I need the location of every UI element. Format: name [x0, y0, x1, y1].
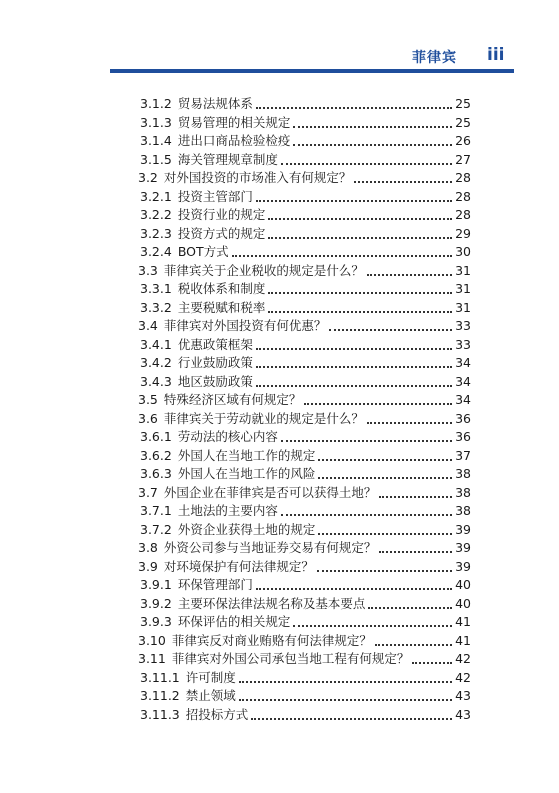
toc-entry-page: 37 [455, 447, 471, 463]
toc-entry[interactable] [140, 298, 471, 317]
toc-entry[interactable] [140, 464, 471, 483]
toc-entry-number: 3.7 [138, 484, 158, 500]
toc-entry-title: 菲律宾关于企业税收的规定是什么？ [163, 262, 364, 278]
toc-entry-number: 3.4.3 [140, 373, 172, 389]
toc-entry-title: 投资行业的规定 [177, 207, 266, 222]
toc-entry[interactable] [138, 316, 471, 335]
toc-entry[interactable] [138, 390, 471, 409]
toc-entry-page: 39 [455, 521, 471, 537]
toc-entry-page: 40 [455, 577, 471, 592]
toc-entry-page: 28 [455, 170, 471, 185]
toc-entry-title: 投资方式的规定 [177, 225, 266, 241]
toc-entry-number: 3.9.3 [140, 614, 172, 629]
toc-entry-title: 菲律宾反对商业贿赂有何法律规定？ [171, 632, 372, 648]
toc-entry[interactable] [140, 501, 471, 520]
toc-entry[interactable] [138, 649, 471, 668]
toc-entry-number: 3.2.1 [140, 188, 172, 204]
toc-entry-page: 39 [455, 540, 471, 555]
toc-leader-dots [239, 681, 452, 683]
toc-entry-number: 3.11.1 [140, 669, 180, 685]
toc-entry-number: 3.1.2 [140, 96, 172, 111]
toc-entry[interactable] [140, 113, 471, 132]
toc-entry-page: 25 [455, 96, 471, 111]
toc-entry-title: 外资公司参与当地证券交易有何规定？ [163, 540, 377, 555]
toc-leader-dots [256, 588, 452, 590]
toc-leader-dots [268, 292, 452, 294]
toc-entry-number: 3.11.2 [140, 688, 180, 703]
toc-entry-page: 42 [455, 651, 471, 666]
toc-entry[interactable] [140, 705, 471, 724]
toc-leader-dots [379, 551, 452, 553]
toc-entry-page: 28 [455, 188, 471, 204]
toc-entry[interactable] [140, 242, 471, 261]
toc-entry-number: 3.8 [138, 540, 158, 555]
toc-entry[interactable] [140, 520, 471, 539]
toc-entry-title: 税收体系和制度 [177, 281, 266, 296]
toc-leader-dots [256, 385, 452, 387]
toc-leader-dots [367, 274, 452, 276]
toc-entry-title: 外国人在当地工作的规定 [177, 447, 316, 463]
toc-entry-title: 菲律宾对外国公司承包当地工程有何规定？ [171, 651, 410, 666]
toc-entry-number: 3.11.3 [140, 706, 180, 722]
toc-entry-page: 34 [455, 373, 471, 389]
toc-leader-dots [293, 126, 452, 128]
toc-entry[interactable] [140, 446, 471, 465]
toc-entry-title: 土地法的主要内容 [177, 503, 278, 518]
toc-entry-page: 34 [455, 355, 471, 370]
toc-entry[interactable] [140, 279, 471, 298]
toc-entry-number: 3.3 [138, 262, 158, 278]
toc-leader-dots [256, 200, 452, 202]
toc-entry[interactable] [140, 335, 471, 354]
toc-leader-dots [318, 477, 452, 479]
toc-entry[interactable] [138, 409, 471, 428]
toc-entry-number: 3.6.3 [140, 466, 172, 481]
toc-leader-dots [354, 181, 452, 183]
toc-entry-number: 3.1.5 [140, 151, 172, 167]
toc-entry-page: 38 [455, 466, 471, 481]
toc-entry-page: 34 [455, 392, 471, 407]
toc-leader-dots [318, 459, 452, 461]
toc-leader-dots [368, 607, 452, 609]
toc-entry[interactable] [138, 261, 471, 280]
toc-entry-number: 3.9.1 [140, 577, 172, 592]
toc-leader-dots [281, 440, 452, 442]
toc-entry-number: 3.6.1 [140, 429, 172, 444]
toc-entry-page: 29 [455, 225, 471, 241]
toc-entry-number: 3.3.1 [140, 281, 172, 296]
toc-entry[interactable] [140, 594, 471, 613]
toc-entry-number: 3.11 [138, 651, 166, 666]
toc-entry-number: 3.7.1 [140, 503, 172, 518]
toc-entry[interactable] [140, 612, 471, 631]
toc-entry-page: 31 [455, 281, 471, 296]
toc-entry-title: BOT方式 [177, 244, 229, 259]
toc-leader-dots [256, 366, 452, 368]
toc-entry[interactable] [140, 131, 471, 150]
toc-entry-title: 贸易法规体系 [177, 96, 253, 111]
toc-leader-dots [268, 237, 452, 239]
toc-entry-page: 36 [455, 410, 471, 426]
toc-leader-dots [304, 403, 452, 405]
toc-leader-dots [375, 644, 452, 646]
toc-leader-dots [329, 329, 452, 331]
toc-leader-dots [268, 218, 452, 220]
toc-entry-title: 外国人在当地工作的风险 [177, 466, 316, 481]
toc-leader-dots [256, 107, 452, 109]
toc-entry-number: 3.4.2 [140, 355, 172, 370]
toc-entry-title: 海关管理规章制度 [177, 151, 278, 167]
toc-entry-page: 39 [455, 558, 471, 574]
toc-leader-dots [293, 144, 452, 146]
toc-entry-number: 3.5 [138, 392, 158, 407]
toc-entry-number: 3.2.4 [140, 244, 172, 259]
toc-entry-page: 38 [455, 503, 471, 518]
toc-leader-dots [412, 662, 452, 664]
toc-entry-number: 3.4.1 [140, 336, 172, 352]
toc-entry-page: 41 [455, 632, 471, 648]
toc-entry-number: 3.2 [138, 170, 158, 185]
toc-entry-title: 外国企业在菲律宾是否可以获得土地？ [163, 484, 377, 500]
toc-entry[interactable] [138, 538, 471, 557]
toc-entry-title: 禁止领域 [185, 688, 236, 703]
toc-entry-title: 对外国投资的市场准入有何规定？ [163, 170, 352, 185]
toc-entry-page: 43 [455, 706, 471, 722]
header-title: 菲律宾 [412, 50, 457, 66]
toc-entry-title: 对环境保护有何法律规定？ [163, 558, 314, 574]
header-rule [110, 69, 514, 73]
toc-leader-dots [317, 570, 452, 572]
toc-entry-page: 26 [455, 133, 471, 148]
toc-leader-dots [367, 422, 452, 424]
toc-entry-page: 42 [455, 669, 471, 685]
toc-entry-title: 菲律宾关于劳动就业的规定是什么？ [163, 410, 364, 426]
toc-entry-number: 3.2.3 [140, 225, 172, 241]
toc-entry-title: 投资主管部门 [177, 188, 253, 204]
toc-leader-dots [239, 699, 452, 701]
toc-entry-title: 贸易管理的相关规定 [177, 114, 291, 130]
toc-entry-title: 环保管理部门 [177, 577, 253, 592]
toc-leader-dots [318, 533, 452, 535]
toc-leader-dots [379, 496, 452, 498]
toc-entry-page: 40 [455, 595, 471, 611]
toc-entry-page: 36 [455, 429, 471, 444]
toc-entry-page: 33 [455, 336, 471, 352]
toc-entry-number: 3.9 [138, 558, 158, 574]
toc-entry-number: 3.10 [138, 632, 166, 648]
toc-entry[interactable] [140, 224, 471, 243]
toc-entry[interactable] [140, 150, 471, 169]
toc-entry-title: 环保评估的相关规定 [177, 614, 291, 629]
toc-entry-number: 3.1.3 [140, 114, 172, 130]
toc-leader-dots [256, 348, 452, 350]
toc-entry-title: 行业鼓励政策 [177, 355, 253, 370]
toc-entry-number: 3.3.2 [140, 299, 172, 315]
toc-entry-title: 特殊经济区域有何规定？ [163, 392, 302, 407]
toc-entry-page: 28 [455, 207, 471, 222]
toc-entry-title: 外资企业获得土地的规定 [177, 521, 316, 537]
toc-leader-dots [281, 163, 452, 165]
toc-entry-page: 31 [455, 299, 471, 315]
toc-entry[interactable] [140, 187, 471, 206]
toc-entry[interactable] [138, 483, 471, 502]
toc-entry-page: 30 [455, 244, 471, 259]
toc-entry-page: 25 [455, 114, 471, 130]
toc-entry-page: 31 [455, 262, 471, 278]
toc-entry[interactable] [140, 575, 471, 594]
toc-entry-title: 许可制度 [185, 669, 236, 685]
toc-leader-dots [281, 514, 452, 516]
toc-entry[interactable] [140, 668, 471, 687]
toc-entry-page: 27 [455, 151, 471, 167]
toc-entry-number: 3.6.2 [140, 447, 172, 463]
toc-entry-number: 3.2.2 [140, 207, 172, 222]
toc-entry-number: 3.4 [138, 318, 158, 333]
toc-leader-dots [251, 718, 452, 720]
toc-entry-number: 3.1.4 [140, 133, 172, 148]
toc-leader-dots [232, 255, 452, 257]
toc-entry-number: 3.6 [138, 410, 158, 426]
toc-entry[interactable] [140, 686, 471, 705]
toc-entry-title: 主要税赋和税率 [177, 299, 266, 315]
toc-entry-page: 41 [455, 614, 471, 629]
toc-entry[interactable] [140, 427, 471, 446]
page-number: iii [487, 45, 505, 65]
toc-entry-number: 3.9.2 [140, 595, 172, 611]
toc-entry-title: 地区鼓励政策 [177, 373, 253, 389]
toc-entry[interactable] [140, 372, 471, 391]
toc-entry-title: 进出口商品检验检疫 [177, 133, 291, 148]
toc-entry-title: 劳动法的核心内容 [177, 429, 278, 444]
toc-entry-page: 33 [455, 318, 471, 333]
toc-entry-number: 3.7.2 [140, 521, 172, 537]
toc-leader-dots [268, 311, 452, 313]
toc-entry[interactable] [138, 168, 471, 187]
toc-entry[interactable] [138, 631, 471, 650]
toc-entry-title: 优惠政策框架 [177, 336, 253, 352]
toc-entry-title: 菲律宾对外国投资有何优惠？ [163, 318, 327, 333]
toc-entry-page: 38 [455, 484, 471, 500]
toc-leader-dots [293, 625, 452, 627]
toc-entry-title: 主要环保法律法规名称及基本要点 [177, 595, 366, 611]
toc-entry-title: 招投标方式 [185, 706, 249, 722]
toc-entry-page: 43 [455, 688, 471, 703]
toc-entry[interactable] [140, 94, 471, 113]
toc-entry[interactable] [140, 205, 471, 224]
toc-entry[interactable] [140, 353, 471, 372]
toc-entry[interactable] [138, 557, 471, 576]
